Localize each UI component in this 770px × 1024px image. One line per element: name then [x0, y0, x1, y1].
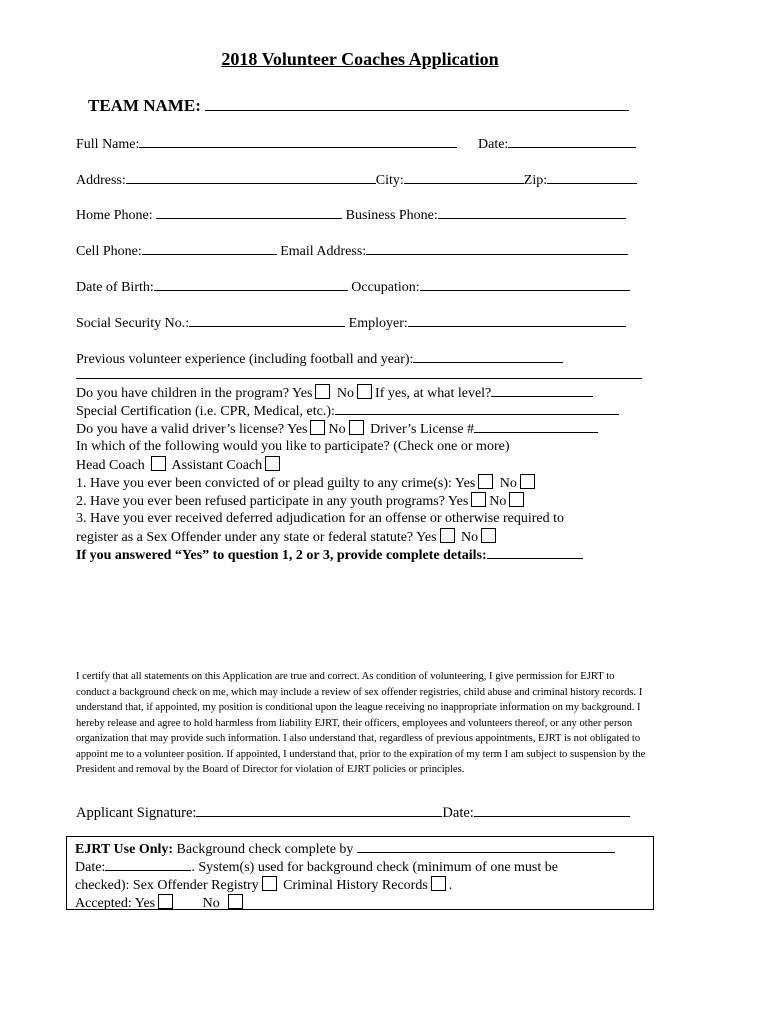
date-row	[478, 135, 636, 153]
q3-no-checkbox[interactable]	[481, 528, 496, 543]
period-text: .	[448, 878, 453, 893]
accepted-yes-label: Yes	[134, 896, 156, 911]
question-3-row	[76, 528, 499, 546]
special-cert-field[interactable]	[335, 402, 619, 415]
home-phone-label: Home Phone:	[76, 208, 153, 223]
business-phone-field[interactable]	[438, 206, 626, 219]
experience-field-2[interactable]	[76, 366, 642, 379]
license-yes-label: Yes	[287, 422, 308, 437]
occupation-field[interactable]	[420, 278, 630, 291]
applicant-signature-label: Applicant Signature:	[76, 805, 197, 821]
children-row	[76, 384, 593, 402]
team-name-row	[88, 96, 629, 116]
ssn-label: Social Security No.:	[76, 316, 190, 331]
background-check-field[interactable]	[357, 840, 615, 853]
details-field[interactable]	[487, 546, 583, 559]
q1-no-checkbox[interactable]	[520, 474, 535, 489]
drivers-license-row	[76, 420, 598, 438]
license-no-label: No	[328, 422, 346, 437]
office-use-row-2	[75, 858, 558, 876]
license-no-checkbox[interactable]	[349, 420, 364, 435]
certification-field-row	[76, 402, 619, 420]
team-name-field[interactable]	[205, 98, 629, 111]
address-field[interactable]	[126, 171, 376, 184]
question-1-row	[76, 474, 538, 492]
accepted-yes-checkbox[interactable]	[158, 894, 173, 909]
office-use-row-3	[75, 876, 452, 894]
question-2: 2. Have you ever been refused participate in any youth programs?	[76, 494, 445, 509]
cell-phone-label: Cell Phone:	[76, 244, 142, 259]
office-use-row-1	[75, 840, 615, 858]
certification-statement: I certify that all statements on this Application are true and correct. As condition of volunteering, I give permission for EJRT to conduct a background check on me, which may include a review of sex offender registries, child abuse and criminal history records. I understand that, if appointed, my position is conditional upon the league receiving no inappropriate information on my background. I hereby release and agree to hold harmless from liability EJRT, their officers, employees and volunteers thereof, or any other person organization that may provide such information. I also understand that, regardless of previous appointments, EJRT is not obligated to appoint me to a volunteer position. If appointed, I understand that, prior to the expiration of my term I am subject to suspension by the President and removal by the Board of Director for violation of EJRT policies or principles.	[76, 671, 646, 775]
children-question: Do you have children in the program?	[76, 386, 290, 401]
employer-label: Employer:	[348, 316, 408, 331]
details-prompt: If you answered “Yes” to question 1, 2 or 3, provide complete details:	[76, 548, 487, 563]
children-yes-label: Yes	[292, 386, 313, 401]
office-use-row-4	[75, 894, 246, 912]
home-phone-row	[76, 206, 626, 224]
sex-offender-registry-checkbox[interactable]	[262, 876, 277, 891]
zip-label: Zip:	[523, 173, 548, 188]
special-cert-label: Special Certification (i.e. CPR, Medical, etc.):	[76, 404, 335, 419]
dob-row	[76, 278, 630, 296]
experience-row-2	[76, 366, 642, 384]
q3-yes-checkbox[interactable]	[440, 528, 455, 543]
question-3-line-2: register as a Sex Offender under any state or federal statute?	[76, 530, 414, 545]
full-name-field[interactable]	[139, 135, 457, 148]
cell-phone-row	[76, 242, 628, 260]
drivers-license-number-label: Driver’s License #	[370, 422, 475, 437]
assistant-coach-label: Assistant Coach	[171, 458, 263, 473]
level-label: If yes, at what level?	[375, 386, 492, 401]
signature-date-label: Date:	[442, 805, 474, 821]
background-check-label: Background check complete by	[176, 842, 354, 857]
date-field[interactable]	[508, 135, 636, 148]
address-row	[76, 171, 637, 189]
office-use-box	[66, 836, 654, 910]
q3-yes-label: Yes	[416, 530, 437, 545]
business-phone-label: Business Phone:	[345, 208, 438, 223]
drivers-license-number-field[interactable]	[474, 420, 598, 433]
address-label: Address:	[76, 173, 126, 188]
q2-yes-checkbox[interactable]	[471, 492, 486, 507]
children-no-label: No	[336, 386, 355, 401]
city-field[interactable]	[404, 171, 524, 184]
q1-yes-label: Yes	[454, 476, 476, 491]
full-name-row	[76, 135, 457, 153]
email-field[interactable]	[366, 242, 628, 255]
children-yes-checkbox[interactable]	[315, 384, 330, 399]
q1-no-label: No	[499, 476, 517, 491]
q3-no-label: No	[461, 530, 479, 545]
form-title: 2018 Volunteer Coaches Application	[221, 49, 499, 69]
cell-phone-field[interactable]	[142, 242, 277, 255]
question-3-line-1: 3. Have you ever received deferred adjudication for an offense or otherwise required to	[76, 511, 564, 526]
q1-yes-checkbox[interactable]	[478, 474, 493, 489]
question-1: 1. Have you ever been convicted of or plead guilty to any crime(s):	[76, 476, 452, 491]
ssn-field[interactable]	[189, 314, 345, 327]
city-label: City:	[375, 173, 404, 188]
accepted-no-label: No	[202, 896, 220, 911]
role-row	[76, 456, 283, 474]
question-2-row	[76, 492, 527, 510]
participate-question: In which of the following would you like to participate? (Check one or more)	[76, 439, 510, 454]
dob-label: Date of Birth:	[76, 280, 154, 295]
license-yes-checkbox[interactable]	[310, 420, 325, 435]
applicant-signature-field[interactable]	[196, 804, 442, 817]
home-phone-field[interactable]	[156, 206, 342, 219]
ssn-row	[76, 314, 626, 332]
children-no-checkbox[interactable]	[357, 384, 372, 399]
office-use-heading: EJRT Use Only:	[75, 842, 174, 857]
team-name-label: TEAM NAME:	[88, 96, 201, 115]
level-field[interactable]	[491, 384, 593, 397]
sex-offender-registry-label: checked): Sex Offender Registry	[75, 878, 259, 893]
accepted-label: Accepted:	[75, 896, 132, 911]
experience-field[interactable]	[413, 350, 563, 363]
signature-row	[76, 804, 630, 822]
office-date-field[interactable]	[105, 858, 191, 871]
full-name-label: Full Name:	[76, 137, 140, 152]
dob-field[interactable]	[154, 278, 348, 291]
criminal-history-label: Criminal History Records	[283, 878, 428, 893]
zip-field[interactable]	[547, 171, 637, 184]
criminal-history-checkbox[interactable]	[431, 876, 446, 891]
systems-label: . System(s) used for background check (minimum of one must be	[191, 860, 558, 875]
head-coach-label: Head Coach	[76, 458, 145, 473]
signature-date-field[interactable]	[474, 804, 630, 817]
details-row	[76, 546, 583, 564]
q2-no-checkbox[interactable]	[509, 492, 524, 507]
occupation-label: Occupation:	[351, 280, 420, 295]
q2-yes-label: Yes	[447, 494, 469, 509]
q2-no-label: No	[489, 494, 507, 509]
employer-field[interactable]	[408, 314, 626, 327]
email-label: Email Address:	[280, 244, 367, 259]
assistant-coach-checkbox[interactable]	[265, 456, 280, 471]
drivers-license-question: Do you have a valid driver’s license?	[76, 422, 285, 437]
accepted-no-checkbox[interactable]	[228, 894, 243, 909]
office-date-label: Date:	[75, 860, 106, 875]
head-coach-checkbox[interactable]	[151, 456, 166, 471]
date-label: Date:	[478, 137, 509, 152]
experience-label: Previous volunteer experience (including football and year):	[76, 352, 414, 367]
